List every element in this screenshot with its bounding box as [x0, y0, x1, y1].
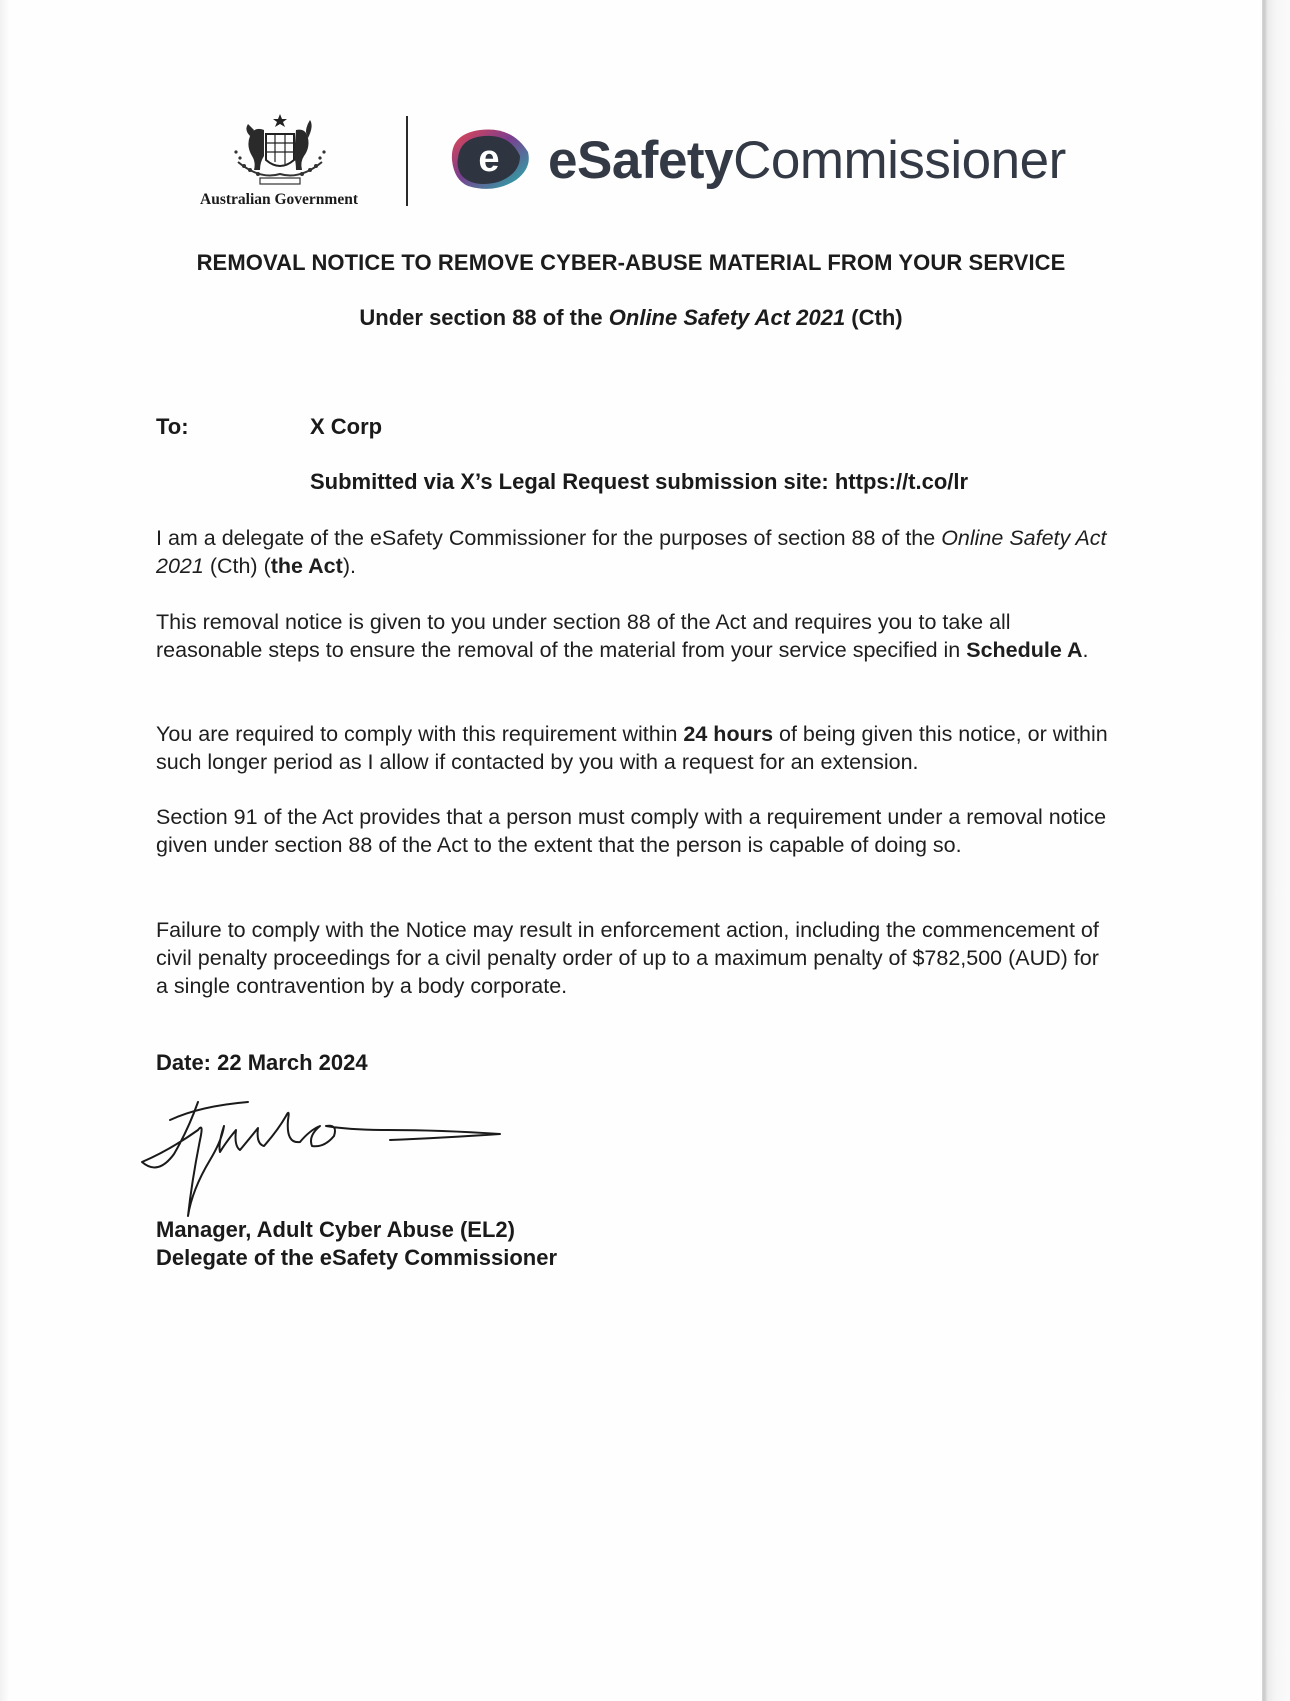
notice-subtitle [0, 305, 1262, 331]
p1-text-c: ). [342, 554, 356, 578]
p1-text-a: I am a delegate of the eSafety Commissioner for the purposes of section 88 of the [156, 526, 942, 550]
subtitle-suffix: (Cth) [845, 305, 903, 330]
p1-act: Online Safety Act 2021 [156, 526, 1107, 578]
header-divider [406, 116, 408, 206]
paragraph-delegate [156, 524, 1116, 580]
subtitle-act: Online Safety Act 2021 [608, 305, 846, 330]
p2-bold: Schedule A [966, 638, 1083, 662]
brand-secondary: Commissioner [733, 131, 1066, 190]
notice-date: Date: 22 March 2024 [156, 1050, 368, 1075]
paragraph-penalty: Failure to comply with the Notice may result in enforcement action, including the commencement of civil penalty proceedings for a civil penalty order of up to a maximum penalty of $782,500 (AUD) for a single contravention by a body corporate. [156, 918, 1099, 998]
p2-text-a: This removal notice is given to you under section 88 of the Act and requires you to take all reasonable steps to ensure the removal of the material from your service specified in [156, 610, 1011, 662]
esafety-logo-icon [446, 124, 532, 192]
page-right-shadow [1262, 0, 1290, 1701]
submission-line: Submitted via X’s Legal Request submission site: https://t.co/lr [310, 469, 969, 494]
handwritten-signature [140, 1090, 560, 1220]
coat-of-arms-icon [230, 112, 330, 188]
logo-letter: e [478, 138, 500, 180]
signatory-block [156, 1216, 557, 1272]
esafety-wordmark [548, 130, 1066, 191]
notice-title: REMOVAL NOTICE TO REMOVE CYBER-ABUSE MATERIAL FROM YOUR SERVICE [196, 250, 1066, 275]
p1-text-b: (Cth) ( [203, 554, 271, 578]
signatory-role: Manager, Adult Cyber Abuse (EL2) [156, 1217, 515, 1242]
p3-text-a: You are required to comply with this requirement within [156, 722, 684, 746]
subtitle-prefix: Under section 88 of the [359, 305, 609, 330]
government-branding [196, 110, 371, 210]
government-label: Australian Government [200, 191, 359, 208]
paragraph-section-91: Section 91 of the Act provides that a person must comply with a requirement under a removal notice given under section 88 of the Act to the extent that the person is capable of doing so. [156, 805, 1107, 857]
p3-text-c: of being given this notice, or within such longer period as I allow if contacted by you with a request for an extension. [156, 722, 1108, 774]
paragraph-deadline [156, 720, 1116, 776]
recipient-label: To: [156, 414, 189, 439]
letterhead [196, 110, 1096, 220]
paragraph-removal [156, 608, 1116, 664]
signatory-delegate: Delegate of the eSafety Commissioner [156, 1245, 558, 1270]
brand-primary: eSafety [548, 131, 734, 190]
p1-bold: the Act [270, 554, 343, 578]
recipient-name: X Corp [310, 414, 383, 439]
p2-text-c: . [1082, 638, 1089, 662]
p3-bold: 24 hours [683, 722, 774, 746]
